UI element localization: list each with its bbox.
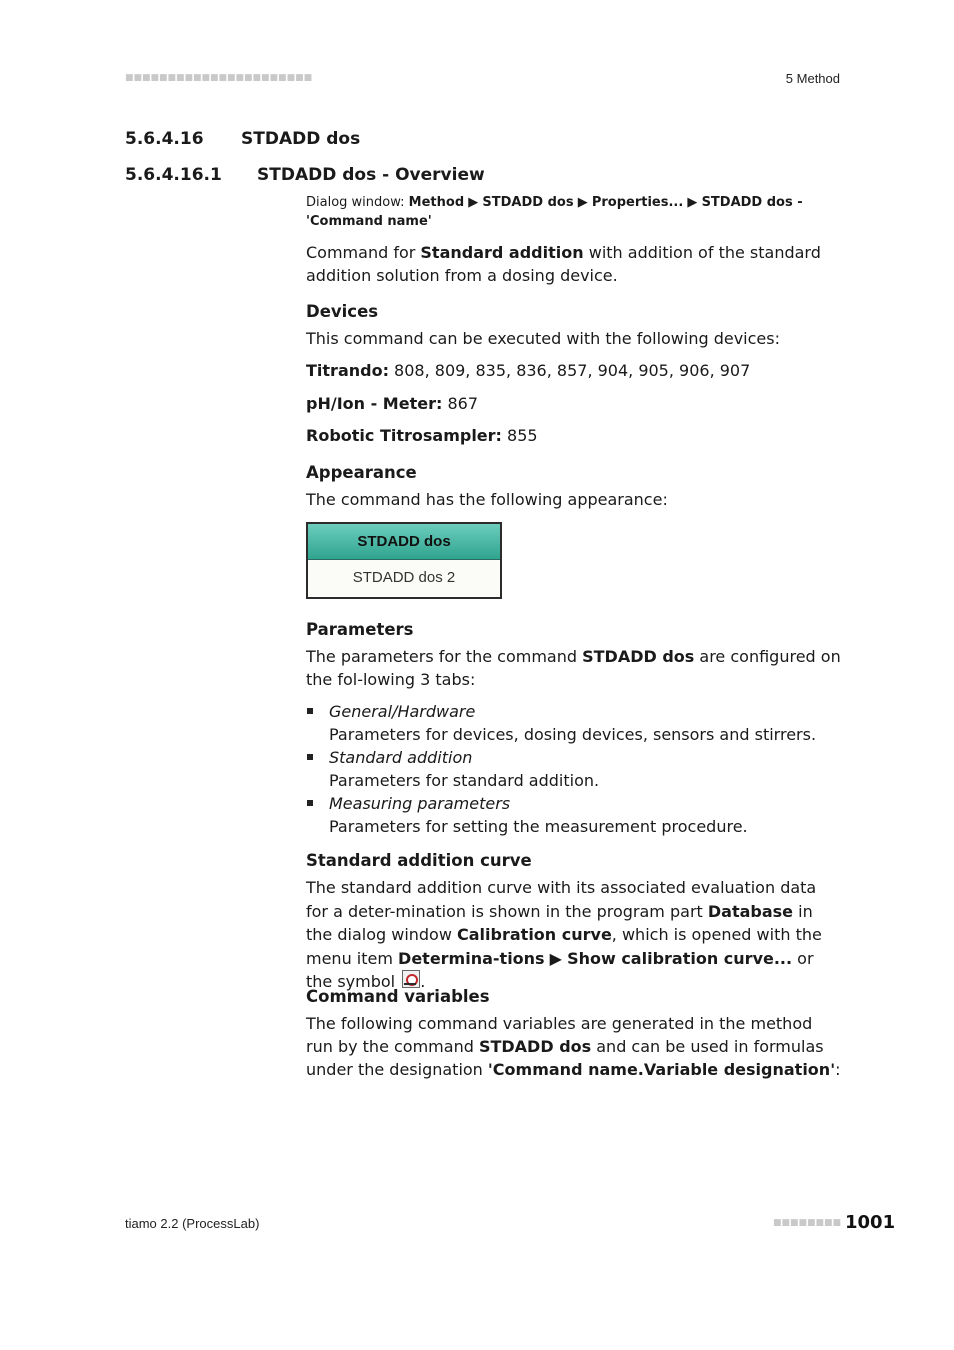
header-dots: ■■■■■■■■■■■■■■■■■■■■■■ [125, 73, 313, 83]
dialog-path-window: STDADD dos - 'Command name' [306, 195, 803, 229]
variables-text-3: : [835, 1060, 841, 1079]
curve-heading: Standard addition curve [306, 851, 532, 870]
menu-separator: ▶ [544, 948, 568, 968]
parameters-text-1: The parameters for the command [306, 647, 583, 666]
footer-dots: ■■■■■■■■ [773, 1218, 842, 1228]
device-label: pH/Ion - Meter: [306, 394, 443, 413]
chapter-label: 5 Method [785, 71, 840, 86]
variables-command: STDADD dos [478, 1037, 592, 1056]
appearance-text: The command has the following appearance: [306, 490, 668, 509]
device-titrando [306, 359, 842, 382]
page-number: 1001 [845, 1212, 896, 1233]
variables-text-1: The following command variables are generated in the method run by the command [306, 1014, 813, 1056]
parameters-list [306, 700, 842, 838]
device-label: Robotic Titrosampler: [306, 426, 502, 445]
list-item [306, 792, 842, 838]
dialog-path [306, 193, 842, 231]
subsection-title: STDADD dos - Overview [257, 165, 485, 185]
tab-description: Parameters for devices, dosing devices, sensors and stirrers. [329, 725, 817, 744]
subsection-heading [125, 165, 485, 185]
bullet-icon [307, 754, 313, 760]
subsection-number: 5.6.4.16.1 [125, 165, 222, 185]
variables-text-2: and can be used in formulas under the designation [306, 1037, 824, 1079]
variables-heading: Command variables [306, 987, 490, 1006]
dialog-path-prefix: Dialog window: [306, 195, 409, 210]
dialog-path-method: Method [408, 195, 465, 210]
dialog-path-command: STDADD dos [482, 195, 574, 210]
tab-description: Parameters for standard addition. [329, 771, 600, 790]
list-item [306, 746, 842, 792]
tab-name: Measuring parameters [329, 794, 511, 813]
dialog-path-properties: Properties... [591, 195, 684, 210]
tab-name: General/Hardware [329, 702, 476, 721]
curve-text-5: . [420, 972, 426, 991]
section-title: STDADD dos [241, 129, 361, 149]
parameters-text-2: are configured on the fol-lowing 3 tabs: [306, 647, 841, 689]
device-robotic [306, 424, 842, 447]
device-value: 855 [501, 426, 538, 445]
device-phion [306, 392, 842, 415]
intro-text: Command for [306, 243, 421, 262]
path-separator: ▶ [683, 195, 702, 210]
curve-database: Database [707, 901, 794, 921]
curve-dialog-name: Calibration curve [457, 925, 612, 944]
tab-description: Parameters for setting the measurement procedure. [329, 817, 748, 836]
section-heading [125, 129, 361, 149]
bullet-icon [307, 708, 313, 714]
curve-text-2: in the dialog window [306, 901, 813, 944]
command-box-name: STDADD dos 2 [308, 560, 500, 596]
curve-text-4: or the symbol [306, 948, 814, 991]
device-label: Titrando: [306, 361, 389, 380]
section-number: 5.6.4.16 [125, 129, 204, 149]
intro-text-2: with addition of the standard addition solution from a dosing device. [306, 243, 821, 285]
curve-menu-item: Show calibration curve... [567, 948, 793, 968]
curve-menu: Determina-tions [398, 948, 545, 968]
curve-text-1: The standard addition curve with its associated evaluation data for a deter-mination is shown in the program part [306, 878, 817, 921]
device-value: 867 [442, 394, 478, 413]
variables-designation: 'Command name.Variable designation' [487, 1060, 836, 1079]
curve-text-3: , which is opened with the menu item [306, 925, 822, 968]
path-separator: ▶ [464, 195, 483, 210]
devices-heading: Devices [306, 302, 379, 321]
intro-paragraph [306, 241, 842, 287]
path-separator: ▶ [573, 195, 592, 210]
variables-paragraph [306, 1012, 842, 1081]
parameters-command: STDADD dos [582, 647, 695, 666]
list-item [306, 700, 842, 746]
devices-text: This command can be executed with the following devices: [306, 329, 780, 348]
curve-paragraph [306, 876, 842, 994]
footer-product: tiamo 2.2 (ProcessLab) [125, 1216, 260, 1231]
command-appearance-box [306, 522, 502, 599]
intro-bold: Standard addition [420, 243, 584, 262]
tab-name: Standard addition [329, 748, 473, 767]
bullet-icon [307, 800, 313, 806]
parameters-heading: Parameters [306, 620, 414, 639]
command-box-title: STDADD dos [308, 524, 500, 560]
appearance-heading: Appearance [306, 463, 417, 482]
device-value: 808, 809, 835, 836, 857, 904, 905, 906, 907 [388, 361, 751, 380]
parameters-text [306, 645, 842, 691]
